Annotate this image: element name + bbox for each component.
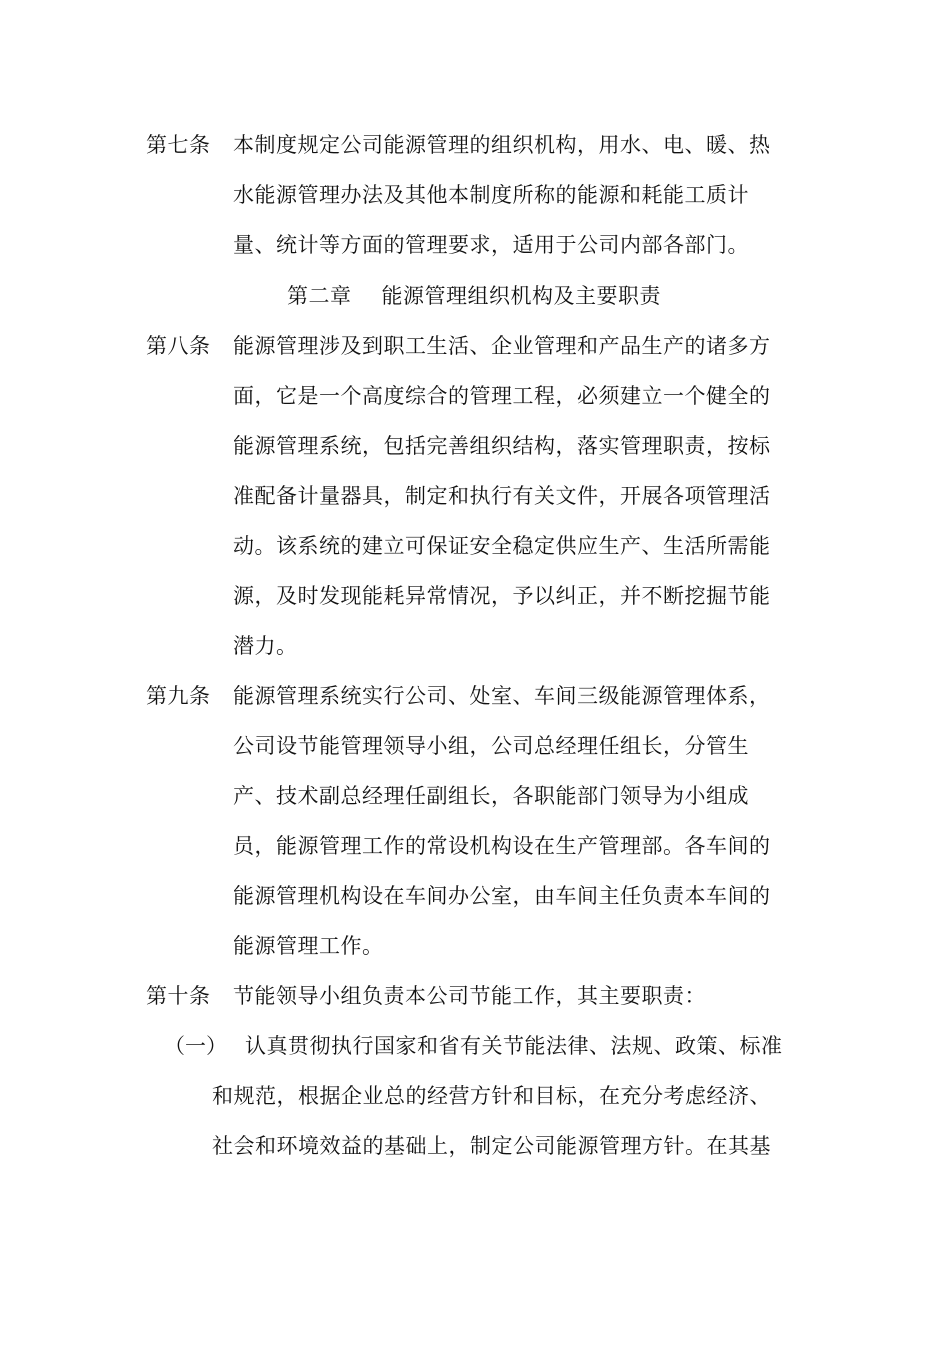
item-1-line-1: 认真贯彻执行国家和省有关节能法律、法规、政策、标准 xyxy=(245,1034,783,1058)
item-1-label: （一） xyxy=(164,1034,227,1058)
article-8-line-1: 能源管理涉及到职工生活、企业管理和产品生产的诸多方 xyxy=(233,334,771,358)
article-9-line-4: 员，能源管理工作的常设机构设在生产管理部。各车间的 xyxy=(233,834,771,858)
article-7-line-3: 量、统计等方面的管理要求，适用于公司内部各部门。 xyxy=(233,233,749,257)
article-9-label: 第九条 xyxy=(146,684,211,708)
item-1-line-2: 和规范，根据企业总的经营方针和目标，在充分考虑经济、 xyxy=(212,1084,771,1108)
article-8-line-5: 动。该系统的建立可保证安全稳定供应生产、生活所需能 xyxy=(233,534,771,558)
article-9-line-6: 能源管理工作。 xyxy=(233,934,384,958)
article-8-label: 第八条 xyxy=(146,334,211,358)
article-7-label: 第七条 xyxy=(146,133,211,157)
article-8-line-6: 源，及时发现能耗异常情况，予以纠正，并不断挖掘节能 xyxy=(233,584,771,608)
chapter-title: 能源管理组织机构及主要职责 xyxy=(381,284,661,308)
article-8-line-4: 准配备计量器具，制定和执行有关文件，开展各项管理活 xyxy=(233,484,771,508)
chapter-heading xyxy=(287,280,661,310)
item-1-line-3: 社会和环境效益的基础上，制定公司能源管理方针。在其基 xyxy=(212,1134,771,1158)
chapter-number: 第二章 xyxy=(287,284,352,308)
article-8-line-3: 能源管理系统，包括完善组织结构，落实管理职责，按标 xyxy=(233,434,771,458)
article-7-line-2: 水能源管理办法及其他本制度所称的能源和耗能工质计 xyxy=(233,183,749,207)
article-10-line-1: 节能领导小组负责本公司节能工作，其主要职责： xyxy=(233,984,706,1008)
article-9-line-3: 产、技术副总经理任副组长，各职能部门领导为小组成 xyxy=(233,784,749,808)
article-8-line-2: 面，它是一个高度综合的管理工程，必须建立一个健全的 xyxy=(233,384,771,408)
article-10-label: 第十条 xyxy=(146,984,211,1008)
article-9-line-5: 能源管理机构设在车间办公室，由车间主任负责本车间的 xyxy=(233,884,771,908)
article-9-line-2: 公司设节能管理领导小组，公司总经理任组长，分管生 xyxy=(233,734,749,758)
article-8-line-7: 潜力。 xyxy=(233,634,298,658)
article-9-line-1: 能源管理系统实行公司、处室、车间三级能源管理体系， xyxy=(233,684,771,708)
article-7-line-1: 本制度规定公司能源管理的组织机构，用水、电、暖、热 xyxy=(233,133,771,157)
